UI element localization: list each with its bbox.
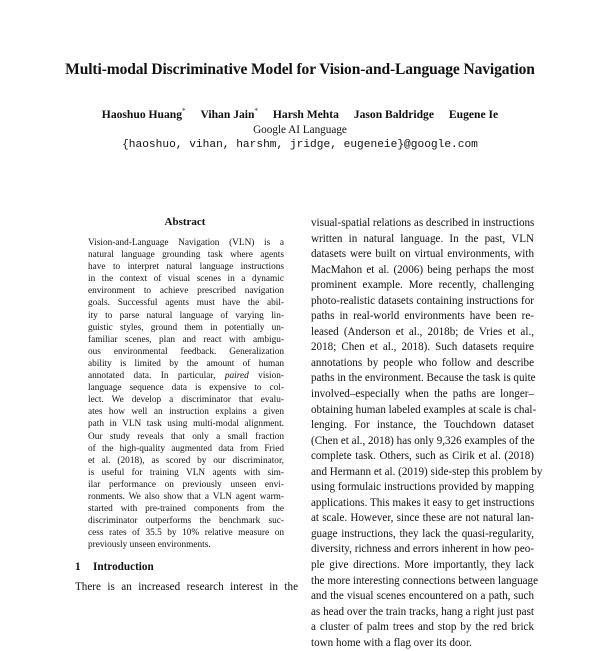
author-name: Harsh Mehta [272, 107, 339, 121]
section-title: Introduction [93, 561, 154, 573]
body-line: as head over the train tracks, hang a right just past [311, 605, 534, 618]
abstract-line: ronments. We also show that a VLN agent warm- [88, 491, 284, 502]
abstract-line: annotated data. In particular, paired vision- [88, 371, 284, 382]
affiliation: Google AI Language [253, 124, 347, 136]
body-line: paths in the environment. Because the task is quite [311, 372, 536, 385]
body-line: prominent example. More recently, challenging [311, 279, 534, 292]
body-line: complete task. Others, such as Cirik et al. (2018) [311, 450, 534, 463]
abstract-line: of the high-quality augmented data from Fried [88, 443, 284, 454]
abstract-line: in the context of visual scenes in a dynamic [88, 274, 284, 285]
abstract-line: et al. (2018), as scored by our discriminator, [88, 455, 284, 466]
abstract-line: previously unseen environments. [88, 540, 211, 551]
body-line: obtaining human labeled examples at scale is chal- [311, 403, 537, 416]
author [449, 108, 498, 121]
abstract-line: goals. Successful agents must have the abil- [88, 298, 284, 309]
introduction-line: There is an increased research interest in the [75, 581, 298, 593]
paper-title: Multi-modal Discriminative Model for Vision-and-Language Navigation [65, 61, 535, 78]
body-line: applications. This makes it easy to get instructions [311, 496, 535, 509]
abstract-line: cess rates of 35.5 by 10% relative measure on [88, 528, 284, 539]
author-name: Vihan Jain [200, 107, 255, 121]
author-name: Eugene Ie [448, 107, 499, 121]
abstract-line: guistic styles, ground them in potentially un- [88, 322, 284, 333]
introduction-body [75, 580, 298, 595]
body-line: annotations by people who follow and describe [311, 356, 534, 369]
body-line: using formulaic instructions provided by mapping [311, 481, 534, 494]
body-line: involved–especially when the paths are longer– [311, 388, 534, 401]
body-line: and the visual scenes encountered on a path, such [311, 590, 534, 603]
body-line: the more interesting connections between language [311, 574, 539, 587]
body-line: town home with a flag over its door. [311, 636, 472, 649]
abstract-line: ous environmental feedback. Generalization [88, 346, 284, 357]
body-line: datasets were built on virtual environments, with [311, 248, 534, 261]
abstract-line: ity to parse natural language of varying lin- [88, 310, 284, 321]
abstract-line: Our study reveals that only a small fraction [88, 431, 284, 442]
author-emails: {haoshuo, vihan, harshm, jridge, eugeneie}@google.com [122, 139, 478, 151]
abstract-body [88, 237, 284, 551]
body-line: a cluster of palm trees and stop by the red brick [311, 621, 534, 634]
body-line: 2018; Chen et al., 2018). Such datasets require [311, 341, 534, 354]
author [354, 108, 434, 121]
abstract-line: environment to achieve prescribed navigation [88, 286, 284, 297]
abstract-line: lect. We develop a discriminator that evalu- [88, 395, 284, 406]
body-line: visual-spatial relations as described in instructions [311, 217, 535, 229]
abstract-line: discriminator outperforms the benchmark suc- [88, 516, 284, 527]
body-line: MacMahon et al. (2006) being perhaps the most [311, 263, 534, 276]
body-line: diversity, richness and errors inherent in how peo- [311, 543, 534, 556]
author [102, 108, 186, 121]
abstract-heading: Abstract [164, 216, 206, 228]
right-column-body [311, 216, 543, 651]
body-line: at scale. However, since these are not natural lan- [311, 512, 534, 525]
section-heading-introduction [75, 561, 154, 573]
section-number: 1 [75, 561, 81, 573]
body-line: and Hermann et al. (2019) side-step this problem by [311, 465, 543, 478]
abstract-line: natural language grounding task where agents [88, 250, 284, 261]
abstract-line: have to interpret natural language instructions [88, 262, 284, 273]
body-line: paths in real-world environments have been re- [311, 310, 534, 323]
author-list [0, 107, 600, 121]
abstract-line: language sequence data is expensive to col- [88, 383, 284, 394]
body-line: lenging. For instance, the Touchdown dataset [311, 419, 534, 432]
body-line: written in natural language. In the past, VLN [311, 232, 534, 245]
abstract-line: ates how well an instruction explains a given [88, 407, 284, 418]
body-line: leased (Anderson et al., 2018b; de Vries et al., [311, 325, 534, 338]
abstract-line: familiar scenes, plan and react with ambigu- [88, 334, 284, 345]
abstract-line: ability is limited by the amount of human [88, 358, 284, 369]
author [200, 108, 258, 121]
abstract-line: path in VLN task using multi-modal alignment. [88, 419, 284, 430]
author-mark: * [182, 107, 186, 115]
author-name: Haoshuo Huang [101, 107, 183, 121]
body-line: photo-realistic datasets containing instructions for [311, 294, 534, 307]
author-name: Jason Baldridge [353, 107, 435, 121]
author [273, 108, 339, 121]
abstract-line: started with pre-trained components from the [88, 504, 284, 515]
author-mark: * [254, 107, 258, 115]
abstract-line: Vision-and-Language Navigation (VLN) is a [88, 238, 284, 248]
body-line: ple give directions. More importantly, they lack [311, 559, 534, 572]
body-line: (Chen et al., 2018) has only 9,326 examples of the [311, 434, 535, 447]
abstract-line: is useful for training VLN agents with sim- [88, 467, 284, 478]
abstract-line: ilar performance on previously unseen envi- [88, 479, 284, 490]
body-line: guage instructions, they lack the quasi-regularity, [311, 527, 534, 540]
